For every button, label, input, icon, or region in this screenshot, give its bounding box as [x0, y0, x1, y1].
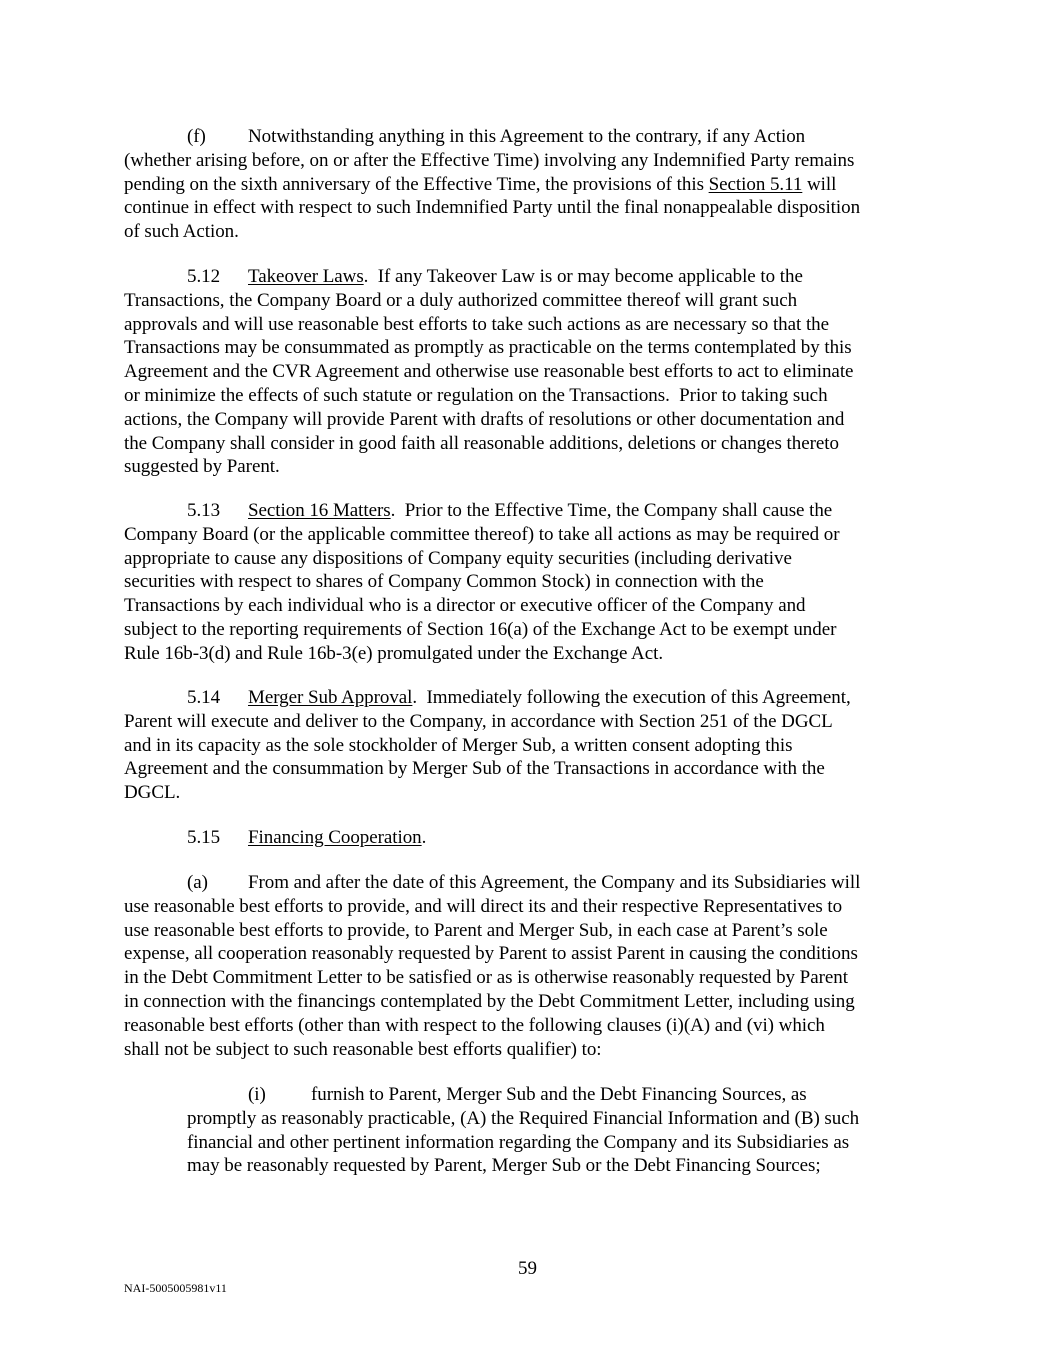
text-line: [124, 523, 840, 547]
text-span: suggested by Parent.: [124, 456, 280, 478]
text-line: [248, 871, 860, 895]
section-number: 5.15: [187, 827, 221, 848]
text-span: in connection with the financings contemplated by the Debt Commitment Letter, including using: [124, 991, 855, 1012]
text-line: [124, 432, 839, 456]
text-span: reasonable best efforts (other than with respect to the following clauses (i)(A) and (vi) which: [124, 1014, 825, 1036]
text-span: in the Debt Commitment Letter to be satisfied or as is otherwise reasonably requested by Parent: [124, 967, 848, 989]
section-number: 5.13: [187, 500, 221, 521]
text-span: promptly as reasonably practicable, (A) the Required Financial Information and (B) such: [187, 1107, 860, 1129]
text-span: . Immediately following the execution of this Agreement,: [412, 687, 851, 708]
text-span: . If any Takeover Law is or may become applicable to the: [363, 266, 803, 287]
text-span: Company Board (or the applicable committee thereof) to take all actions as may be required or: [124, 523, 840, 545]
text-span: may be reasonably requested by Parent, Merger Sub or the Debt Financing Sources;: [187, 1155, 821, 1177]
section-number: (i): [248, 1084, 266, 1105]
text-span: continue in effect with respect to such Indemnified Party until the final nonappealable disposition: [124, 197, 861, 219]
text-span: (whether arising before, on or after the Effective Time) involving any Indemnified Party remains: [124, 149, 855, 171]
text-line: [311, 1083, 807, 1107]
text-line: [124, 594, 805, 618]
text-line: [124, 990, 855, 1014]
text-line: [124, 1014, 825, 1038]
text-span: actions, the Company will provide Parent with drafts of resolutions or other documentation and: [124, 408, 845, 430]
text-line: [124, 1038, 602, 1062]
text-span: will: [802, 173, 837, 195]
text-span: . Prior to the Effective Time, the Company shall cause the: [390, 500, 833, 521]
text-line: [124, 220, 239, 244]
section-heading: Merger Sub Approval: [248, 687, 413, 708]
text-line: [124, 618, 836, 642]
document-id: NAI-5005005981v11: [124, 1281, 227, 1295]
text-span: expense, all cooperation reasonably requested by Parent to assist Parent in causing the conditions: [124, 943, 858, 965]
text-span: Rule 16b-3(d) and Rule 16b-3(e) promulgated under the Exchange Act.: [124, 642, 664, 664]
text-line: [187, 1154, 821, 1178]
text-line: [124, 895, 842, 919]
text-span: Transactions by each individual who is a director or executive officer of the Company and: [124, 595, 806, 617]
text-line: [248, 686, 851, 710]
text-span: appropriate to cause any dispositions of Company equity securities (including derivative: [124, 547, 792, 569]
text-span: securities with respect to shares of Company Common Stock) in connection with the: [124, 571, 764, 593]
text-span: DGCL.: [124, 782, 181, 804]
text-line: [124, 710, 833, 734]
text-span: approvals and will use reasonable best efforts to take such actions as are necessary so that the: [124, 313, 830, 335]
text-span: furnish to Parent, Merger Sub and the Debt Financing Sources, as: [311, 1084, 807, 1105]
text-span: the Company shall consider in good faith all reasonable additions, deletions or changes thereto: [124, 432, 839, 454]
text-line: [124, 313, 829, 337]
text-span: and in its capacity as the sole stockholder of Merger Sub, a written consent adopting this: [124, 734, 793, 756]
text-line: [124, 942, 858, 966]
text-line: [124, 734, 792, 758]
text-line: [124, 966, 848, 990]
text-line: [124, 196, 860, 220]
text-line: [124, 384, 828, 408]
section-number: (f): [187, 126, 206, 147]
text-span: pending on the sixth anniversary of the Effective Time, the provisions of this: [124, 173, 709, 195]
text-span: use reasonable best efforts to provide, to Parent and Merger Sub, in each case at Parent’s sole: [124, 919, 828, 941]
text-span: Agreement and the CVR Agreement and otherwise use reasonable best efforts to act to eliminate: [124, 361, 854, 383]
section-heading: Takeover Laws: [248, 266, 364, 287]
cross-reference: Section 5.11: [708, 173, 803, 195]
text-line: [124, 455, 280, 479]
section-number: 5.12: [187, 266, 221, 287]
text-line: [248, 826, 426, 850]
text-line: [124, 408, 844, 432]
text-line: [248, 265, 803, 289]
text-span: of such Action.: [124, 221, 239, 243]
text-span: financial and other pertinent information regarding the Company and its Subsidiaries as: [187, 1131, 850, 1153]
text-line: [187, 1107, 859, 1131]
page-number: 59: [518, 1258, 537, 1279]
text-span: use reasonable best efforts to provide, and will direct its and their respective Representatives to: [124, 895, 843, 917]
text-span: or minimize the effects of such statute or regulation on the Transactions. Prior to taking such: [124, 385, 828, 406]
section-number: 5.14: [187, 687, 221, 708]
text-line: [124, 360, 853, 384]
text-span: Transactions, the Company Board or a duly authorized committee thereof will grant such: [124, 289, 798, 311]
text-line: [124, 149, 854, 173]
text-line: [124, 781, 180, 805]
text-line: [248, 499, 832, 523]
text-span: Transactions may be consummated as promptly as practicable on the terms contemplated by this: [124, 337, 852, 359]
text-span: Notwithstanding anything in this Agreement to the contrary, if any Action: [248, 126, 806, 147]
section-number: (a): [187, 872, 208, 893]
text-line: [124, 173, 836, 197]
text-line: [187, 1131, 849, 1155]
text-line: [124, 336, 852, 360]
text-span: From and after the date of this Agreement, the Company and its Subsidiaries will: [248, 872, 861, 893]
section-heading: Section 16 Matters: [248, 500, 391, 521]
text-line: [124, 757, 825, 781]
text-line: [124, 919, 828, 943]
text-line: [124, 289, 797, 313]
text-line: [124, 642, 663, 666]
text-span: subject to the reporting requirements of Section 16(a) of the Exchange Act to be exempt under: [124, 619, 837, 640]
text-line: [124, 547, 792, 571]
text-span: Parent will execute and deliver to the Company, in accordance with Section 251 of the DGCL: [124, 710, 833, 732]
text-line: [248, 125, 805, 149]
text-span: .: [421, 827, 427, 848]
section-heading: Financing Cooperation: [248, 827, 422, 848]
text-span: shall not be subject to such reasonable best efforts qualifier) to:: [124, 1038, 602, 1060]
text-span: Agreement and the consummation by Merger Sub of the Transactions in accordance with the: [124, 758, 825, 780]
text-line: [124, 570, 764, 594]
